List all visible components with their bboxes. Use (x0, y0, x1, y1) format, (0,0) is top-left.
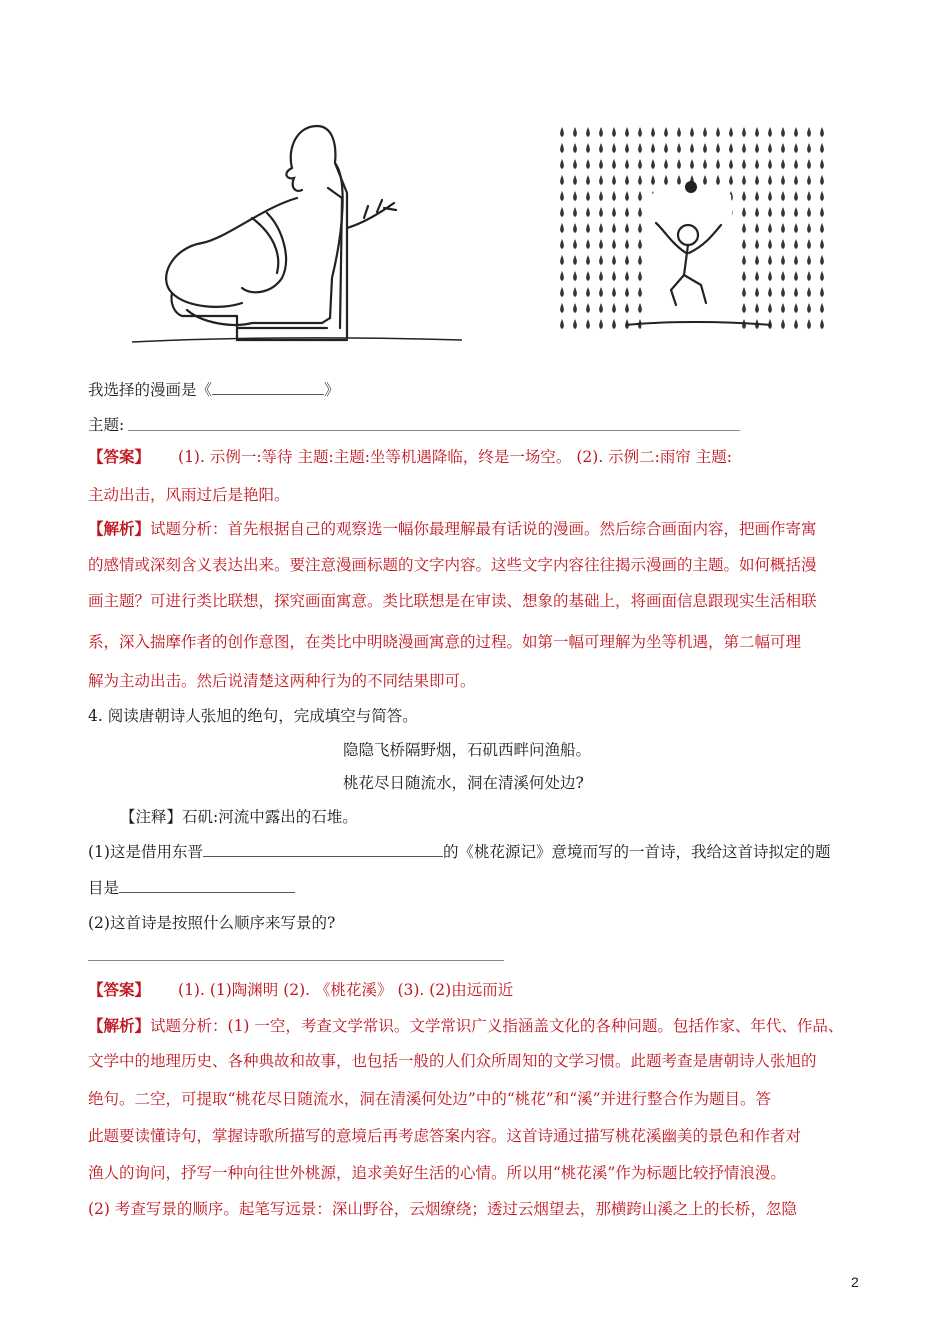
poem-line: 桃花尽日随流水，洞在清溪何处边? (343, 774, 584, 792)
poem-line: 隐隐飞桥隔野烟，石矶西畔问渔船。 (343, 741, 592, 759)
q3-choice-line (88, 380, 340, 400)
q3-choice-suffix: 》 (324, 381, 340, 399)
q4-prompt: 4. 阅读唐朝诗人张旭的绝句，完成填空与简答。 (88, 707, 418, 725)
q3-answer (88, 447, 732, 467)
q3-choice-prefix: 我选择的漫画是《 (88, 381, 213, 399)
q4-sub1-line (88, 842, 830, 862)
q4-sub1-a: (1)这是借用东晋 (88, 843, 203, 861)
author-blank[interactable] (203, 842, 443, 857)
q3-analysis-line: 试题分析：首先根据自己的观察选一幅你最理解最有话说的漫画。然后综合画面内容，把画作寄寓 (150, 520, 817, 538)
q3-choice-blank[interactable] (212, 380, 324, 395)
q4-note: 【注释】石矶:河流中露出的石堆。 (120, 808, 358, 826)
boy-in-rain-cartoon (556, 125, 826, 335)
q4-analysis-line: 绝句。二空，可提取“桃花尽日随流水，洞在清溪何处边”中的“桃花”和“溪”并进行整合作为题目。答 (88, 1090, 772, 1108)
q4-sub1-line2 (88, 878, 295, 898)
q4-analysis-line: 文学中的地理历史、各种典故和故事，也包括一般的人们众所周知的文学习惯。此题考查是唐朝诗人张旭的 (88, 1052, 817, 1070)
page-number: 2 (851, 1274, 859, 1290)
q4-analysis-line: 试题分析：(1) 一空，考查文学常识。文学常识广义指涵盖文化的各种问题。包括作家、年代、作品、 (150, 1017, 844, 1035)
q4-answer-tag: 【答案】 (88, 980, 151, 999)
q3-theme-label: 主题: (88, 416, 125, 434)
q3-analysis-line: 解为主动出击。然后说清楚这两种行为的不同结果即可。 (88, 672, 476, 690)
q4-sub2-answer-blank[interactable] (88, 960, 504, 961)
q3-analysis-first (88, 519, 817, 539)
q4-analysis-first (88, 1016, 843, 1036)
q4-analysis-line: (2) 考查写景的顺序。起笔写远景：深山野谷，云烟缭绕；透过云烟望去，那横跨山溪之上的长桥，忽隐 (88, 1200, 797, 1218)
q3-theme-line (88, 415, 124, 435)
q3-analysis-line: 系，深入揣摩作者的创作意图，在类比中明晓漫画寓意的过程。如第一幅可理解为坐等机遇，第二幅可理 (88, 633, 802, 651)
q3-answer-tag: 【答案】 (88, 447, 151, 466)
q4-sub1-c: 目是 (88, 879, 120, 897)
q3-analysis-tag: 【解析】 (88, 519, 151, 538)
q4-sub1-b: 的《桃花源记》意境而写的一首诗，我给这首诗拟定的题 (442, 843, 831, 861)
q4-analysis-line: 渔人的询问，抒写一种向往世外桃源，追求美好生活的心情。所以用“桃花溪”作为标题比较抒情浪漫。 (88, 1164, 786, 1182)
q3-analysis-line: 画主题？可进行类比联想，探究画面寓意。类比联想是在审读、想象的基础上，将画面信息跟现实生活相联 (88, 592, 817, 610)
title-blank[interactable] (119, 878, 295, 893)
q4-sub2: (2)这首诗是按照什么顺序来写景的? (88, 914, 336, 932)
q4-answer (88, 980, 513, 1000)
q3-answer-line1: (1). 示例一:等待 主题:主题:坐等机遇降临，终是一场空。 (2). 示例二:雨帘 主题: (178, 448, 733, 466)
q3-analysis-line: 的感情或深刻含义表达出来。要注意漫画标题的文字内容。这些文字内容往往揭示漫画的主题。如何概括漫 (88, 556, 817, 574)
q3-answer-line2: 主动出击，风雨过后是艳阳。 (88, 486, 290, 504)
q4-analysis-tag: 【解析】 (88, 1016, 151, 1035)
q4-answer-text: (1). (1)陶渊明 (2). 《桃花溪》 (3). (2)由远而近 (178, 981, 514, 999)
q3-theme-blank[interactable] (128, 430, 740, 431)
seated-man-cartoon (132, 118, 462, 348)
q4-analysis-line: 此题要读懂诗句，掌握诗歌所描写的意境后再考虑答案内容。这首诗通过描写桃花溪幽美的景色和作者对 (88, 1127, 802, 1145)
